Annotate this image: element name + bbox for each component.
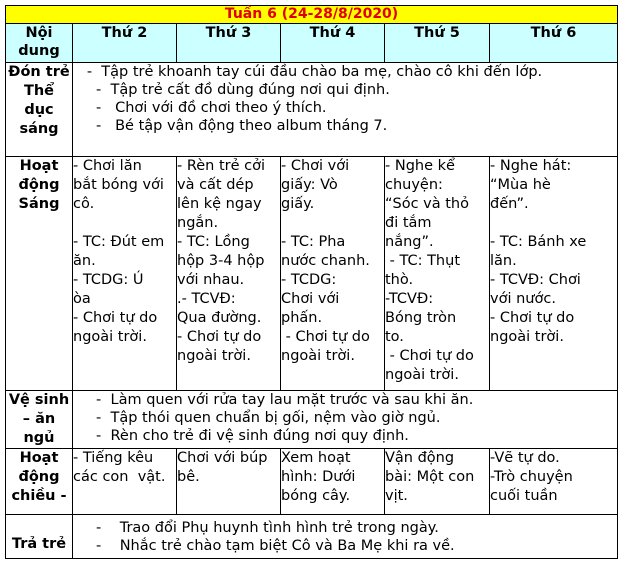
row-hygiene [6,391,618,449]
morning-mon: - Chơi lăn bắt bóng với cô. - TC: Đút em ăn. - TCDG: Ú òa - Chơi tự do ngoài trời. [73,157,177,391]
header-day-tue: Thứ 3 [177,24,281,63]
afternoon-mon: - Tiếng kêu các con vật. [73,449,177,515]
afternoon-tue: Chơi với búp bê. [177,449,281,515]
header-day-fri: Thứ 6 [490,24,618,63]
label-afternoon: Hoạt động chiều - [6,449,73,515]
label-morning: Hoạt động Sáng [6,157,73,391]
morning-tue: - Rèn trẻ cởi và cất dép lên kệ ngay ngắn. - TC: Lồng hộp 3-4 hộp với nhau. .- TCVĐ: Qua đường. - Chơi tự do ngoài trời. [177,157,281,391]
row-afternoon [6,449,618,515]
weekly-plan-table [5,5,618,559]
header-day-mon: Thứ 2 [73,24,177,63]
title-row [6,6,618,24]
morning-wed: - Chơi với giấy: Vò giấy. - TC: Pha nước chanh. - TCDG: Chơi với phấn. - Chơi tự do ngoài trời. [281,157,385,391]
hygiene-activities: - Làm quen với rửa tay lau mặt trước và sau khi ăn. - Tập thói quen chuẩn bị gối, nệm vào giờ ngủ. - Rèn cho trẻ đi vệ sinh đúng nơi quy định. [73,391,618,449]
welcome-activities: - Tập trẻ khoanh tay cúi đầu chào ba mẹ, chào cô khi đến lớp. - Tập trẻ cất đồ dùng đúng nơi qui định. - Chơi với đồ chơi theo ý thích. - Bé tập vận động theo album tháng 7. [73,63,618,157]
label-pickup: Trả trẻ [6,515,73,559]
header-day-thu: Thứ 5 [385,24,490,63]
morning-thu: - Nghe kể chuyện: “Sóc và thỏ đi tắm nắng”. - TC: Thụt thò. -TCVĐ: Bóng tròn to. - Chơi tự do ngoài trời. [385,157,490,391]
morning-fri: - Nghe hát: “Mùa hè đến”. - TC: Bánh xe lăn. - TCVĐ: Chơi với nước. - Chơi tự do ngoài trời. [490,157,618,391]
row-pickup [6,515,618,559]
header-day-wed: Thứ 4 [281,24,385,63]
row-morning [6,157,618,391]
label-hygiene: Vệ sinh – ăn ngủ [6,391,73,449]
pickup-activities: - Trao đổi Phụ huynh tình hình trẻ trong ngày. - Nhắc trẻ chào tạm biệt Cô và Ba Mẹ khi ra về. [73,515,618,559]
row-welcome [6,63,618,157]
week-title: Tuần 6 (24-28/8/2020) [6,6,618,24]
afternoon-fri: -Vẽ tự do. -Trò chuyện cuối tuần [490,449,618,515]
afternoon-wed: Xem hoạt hình: Dưới bóng cây. [281,449,385,515]
afternoon-thu: Vận động bài: Một con vịt. [385,449,490,515]
header-content: Nội dung [6,24,73,63]
header-row [6,24,618,63]
label-welcome: Đón trẻ Thể dục sáng [6,63,73,157]
